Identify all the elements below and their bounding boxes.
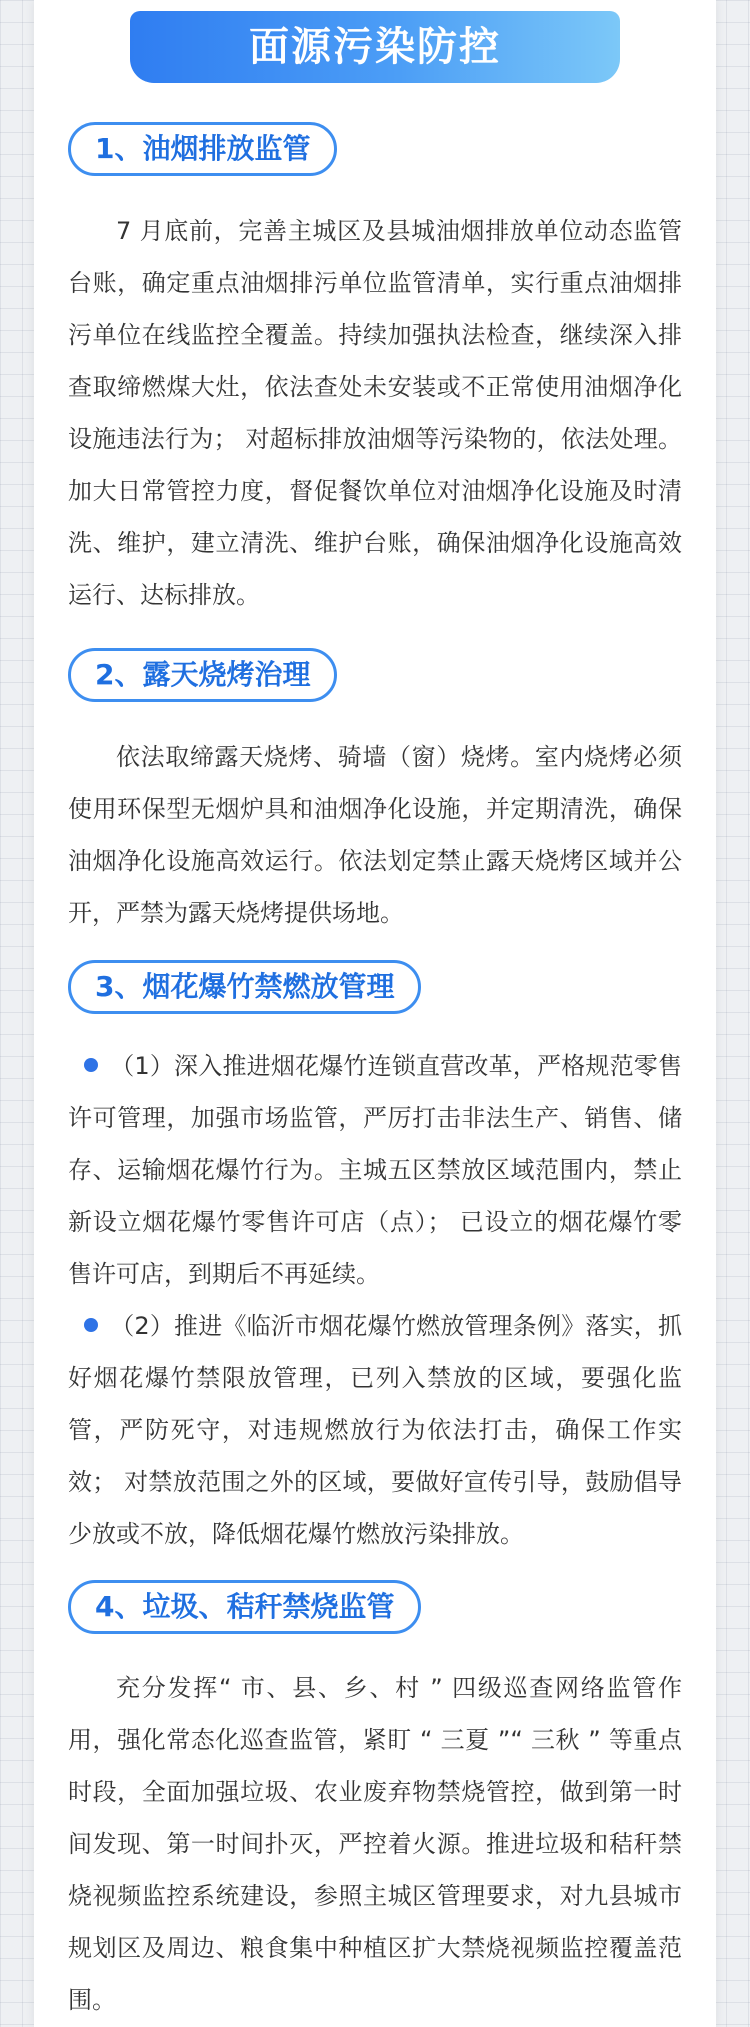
section-paragraph: 充分发挥“ 市、县、乡、村 ” 四级巡查网络监管作用，强化常态化巡查监管，紧盯 “ 三夏 ”“ 三秋 ” 等重点时段，全面加强垃圾、农业废弃物禁烧管控，做到第一时间发现、第一时间扑灭，严控着火源。推进垃圾和秸秆禁烧视频监控系统建设，参照主城区管理要求，对九县城市规划区及周边、粮食集中种植区扩大禁烧视频监控覆盖范围。	[68, 1674, 682, 2014]
page-title-banner: 面源污染防控	[130, 11, 620, 83]
bullet-dot-icon	[84, 1058, 98, 1072]
section-heading-waste-straw-burning: 4、垃圾、秸秆禁烧监管	[68, 1580, 421, 1634]
section-heading-oil-fume: 1、油烟排放监管	[68, 122, 337, 176]
bullet-text: （2）推进《临沂市烟花爆竹燃放管理条例》落实，抓好烟花爆竹禁限放管理，已列入禁放的区域，要强化监管，严防死守，对违规燃放行为依法打击，确保工作实效； 对禁放范围之外的区域，要做好宣传引导，鼓励倡导少放或不放，降低烟花爆竹燃放污染排放。	[68, 1312, 682, 1548]
section-heading-outdoor-bbq: 2、露天烧烤治理	[68, 648, 337, 702]
bullet-item	[68, 1300, 682, 1560]
bullet-item	[68, 1040, 682, 1300]
bullet-text: （1）深入推进烟花爆竹连锁直营改革，严格规范零售许可管理，加强市场监管，严厉打击非法生产、销售、储存、运输烟花爆竹行为。主城五区禁放区域范围内，禁止新设立烟花爆竹零售许可店（点）； 已设立的烟花爆竹零售许可店，到期后不再延续。	[68, 1052, 682, 1288]
section-paragraph: 依法取缔露天烧烤、骑墙（窗）烧烤。室内烧烤必须使用环保型无烟炉具和油烟净化设施，并定期清洗，确保油烟净化设施高效运行。依法划定禁止露天烧烤区域并公开，严禁为露天烧烤提供场地。	[68, 743, 682, 927]
bullet-dot-icon	[84, 1318, 98, 1332]
content-card	[34, 0, 716, 2027]
section-heading-fireworks: 3、烟花爆竹禁燃放管理	[68, 960, 421, 1014]
section-paragraph: 7 月底前，完善主城区及县城油烟排放单位动态监管台账，确定重点油烟排污单位监管清单，实行重点油烟排污单位在线监控全覆盖。持续加强执法检查，继续深入排查取缔燃煤大灶，依法查处未安装或不正常使用油烟净化设施违法行为； 对超标排放油烟等污染物的，依法处理。加大日常管控力度，督促餐饮单位对油烟净化设施及时清洗、维护，建立清洗、维护台账，确保油烟净化设施高效运行、达标排放。	[68, 217, 682, 609]
